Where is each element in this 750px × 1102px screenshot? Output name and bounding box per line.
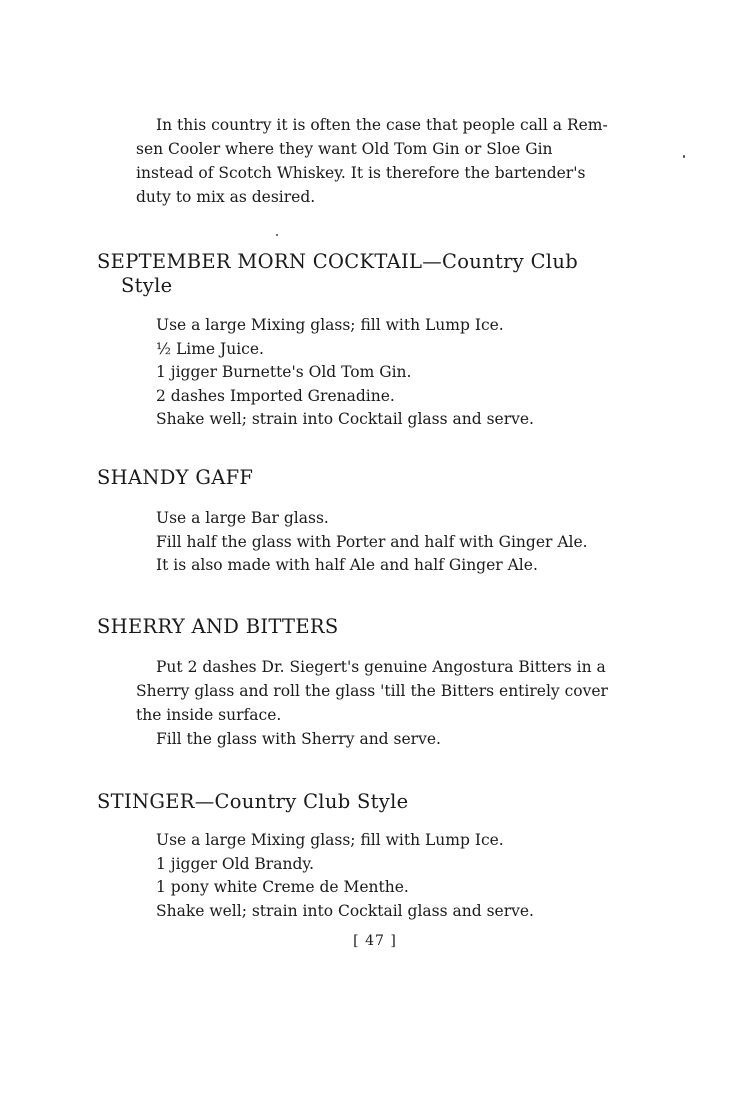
recipe-body-shandy-gaff (156, 507, 640, 578)
recipe-line: Use a large Mixing glass; fill with Lump Ice. (156, 316, 504, 334)
recipe-line: Use a large Mixing glass; fill with Lump Ice. (156, 831, 504, 849)
intro-line: sen Cooler where they want Old Tom Gin or Sloe Gin (136, 140, 553, 158)
intro-paragraph (136, 113, 640, 209)
recipe-line: Use a large Bar glass. (156, 509, 329, 527)
intro-line: In this country it is often the case that people call a Rem- (156, 116, 608, 134)
recipe-body-september-morn (156, 314, 640, 432)
recipe-line: ½ Lime Juice. (156, 339, 264, 358)
recipe-line: Put 2 dashes Dr. Siegert's genuine Angostura Bitters in a (156, 658, 606, 676)
recipe-line: Shake well; strain into Cocktail glass and serve. (156, 410, 534, 428)
recipe-line: Shake well; strain into Cocktail glass and serve. (156, 901, 534, 920)
recipe-title-september-morn (97, 250, 640, 298)
recipe-line: Fill the glass with Sherry and serve. (156, 730, 441, 748)
recipe-line: 2 dashes Imported Grenadine. (156, 386, 395, 405)
recipe-title-continuation: Style (121, 274, 173, 297)
intro-line: duty to mix as desired. (136, 188, 316, 206)
recipe-body-stinger (156, 829, 640, 923)
recipe-title-shandy-gaff: SHANDY GAFF (97, 466, 254, 489)
recipe-line: the inside surface. (136, 706, 282, 724)
page-number: [ 47 ] (353, 933, 397, 949)
recipe-line: 1 jigger Burnette's Old Tom Gin. (156, 363, 412, 381)
recipe-title-line: SEPTEMBER MORN COCKTAIL—Country Club (97, 250, 578, 273)
recipe-title-stinger: STINGER—Country Club Style (97, 790, 409, 813)
print-speck (276, 234, 278, 236)
recipe-line: Fill half the glass with Porter and half with Ginger Ale. (156, 532, 588, 551)
recipe-line: Sherry glass and roll the glass 'till the Bitters entirely cover (136, 682, 608, 700)
recipe-line: It is also made with half Ale and half Ginger Ale. (156, 556, 538, 574)
recipe-line: 1 pony white Creme de Menthe. (156, 878, 409, 896)
recipe-line: 1 jigger Old Brandy. (156, 854, 314, 873)
recipe-body-sherry-and-bitters (136, 655, 640, 751)
intro-line: instead of Scotch Whiskey. It is therefore the bartender's (136, 164, 586, 182)
print-speck (683, 155, 685, 158)
recipe-title-sherry-and-bitters: SHERRY AND BITTERS (97, 615, 339, 638)
